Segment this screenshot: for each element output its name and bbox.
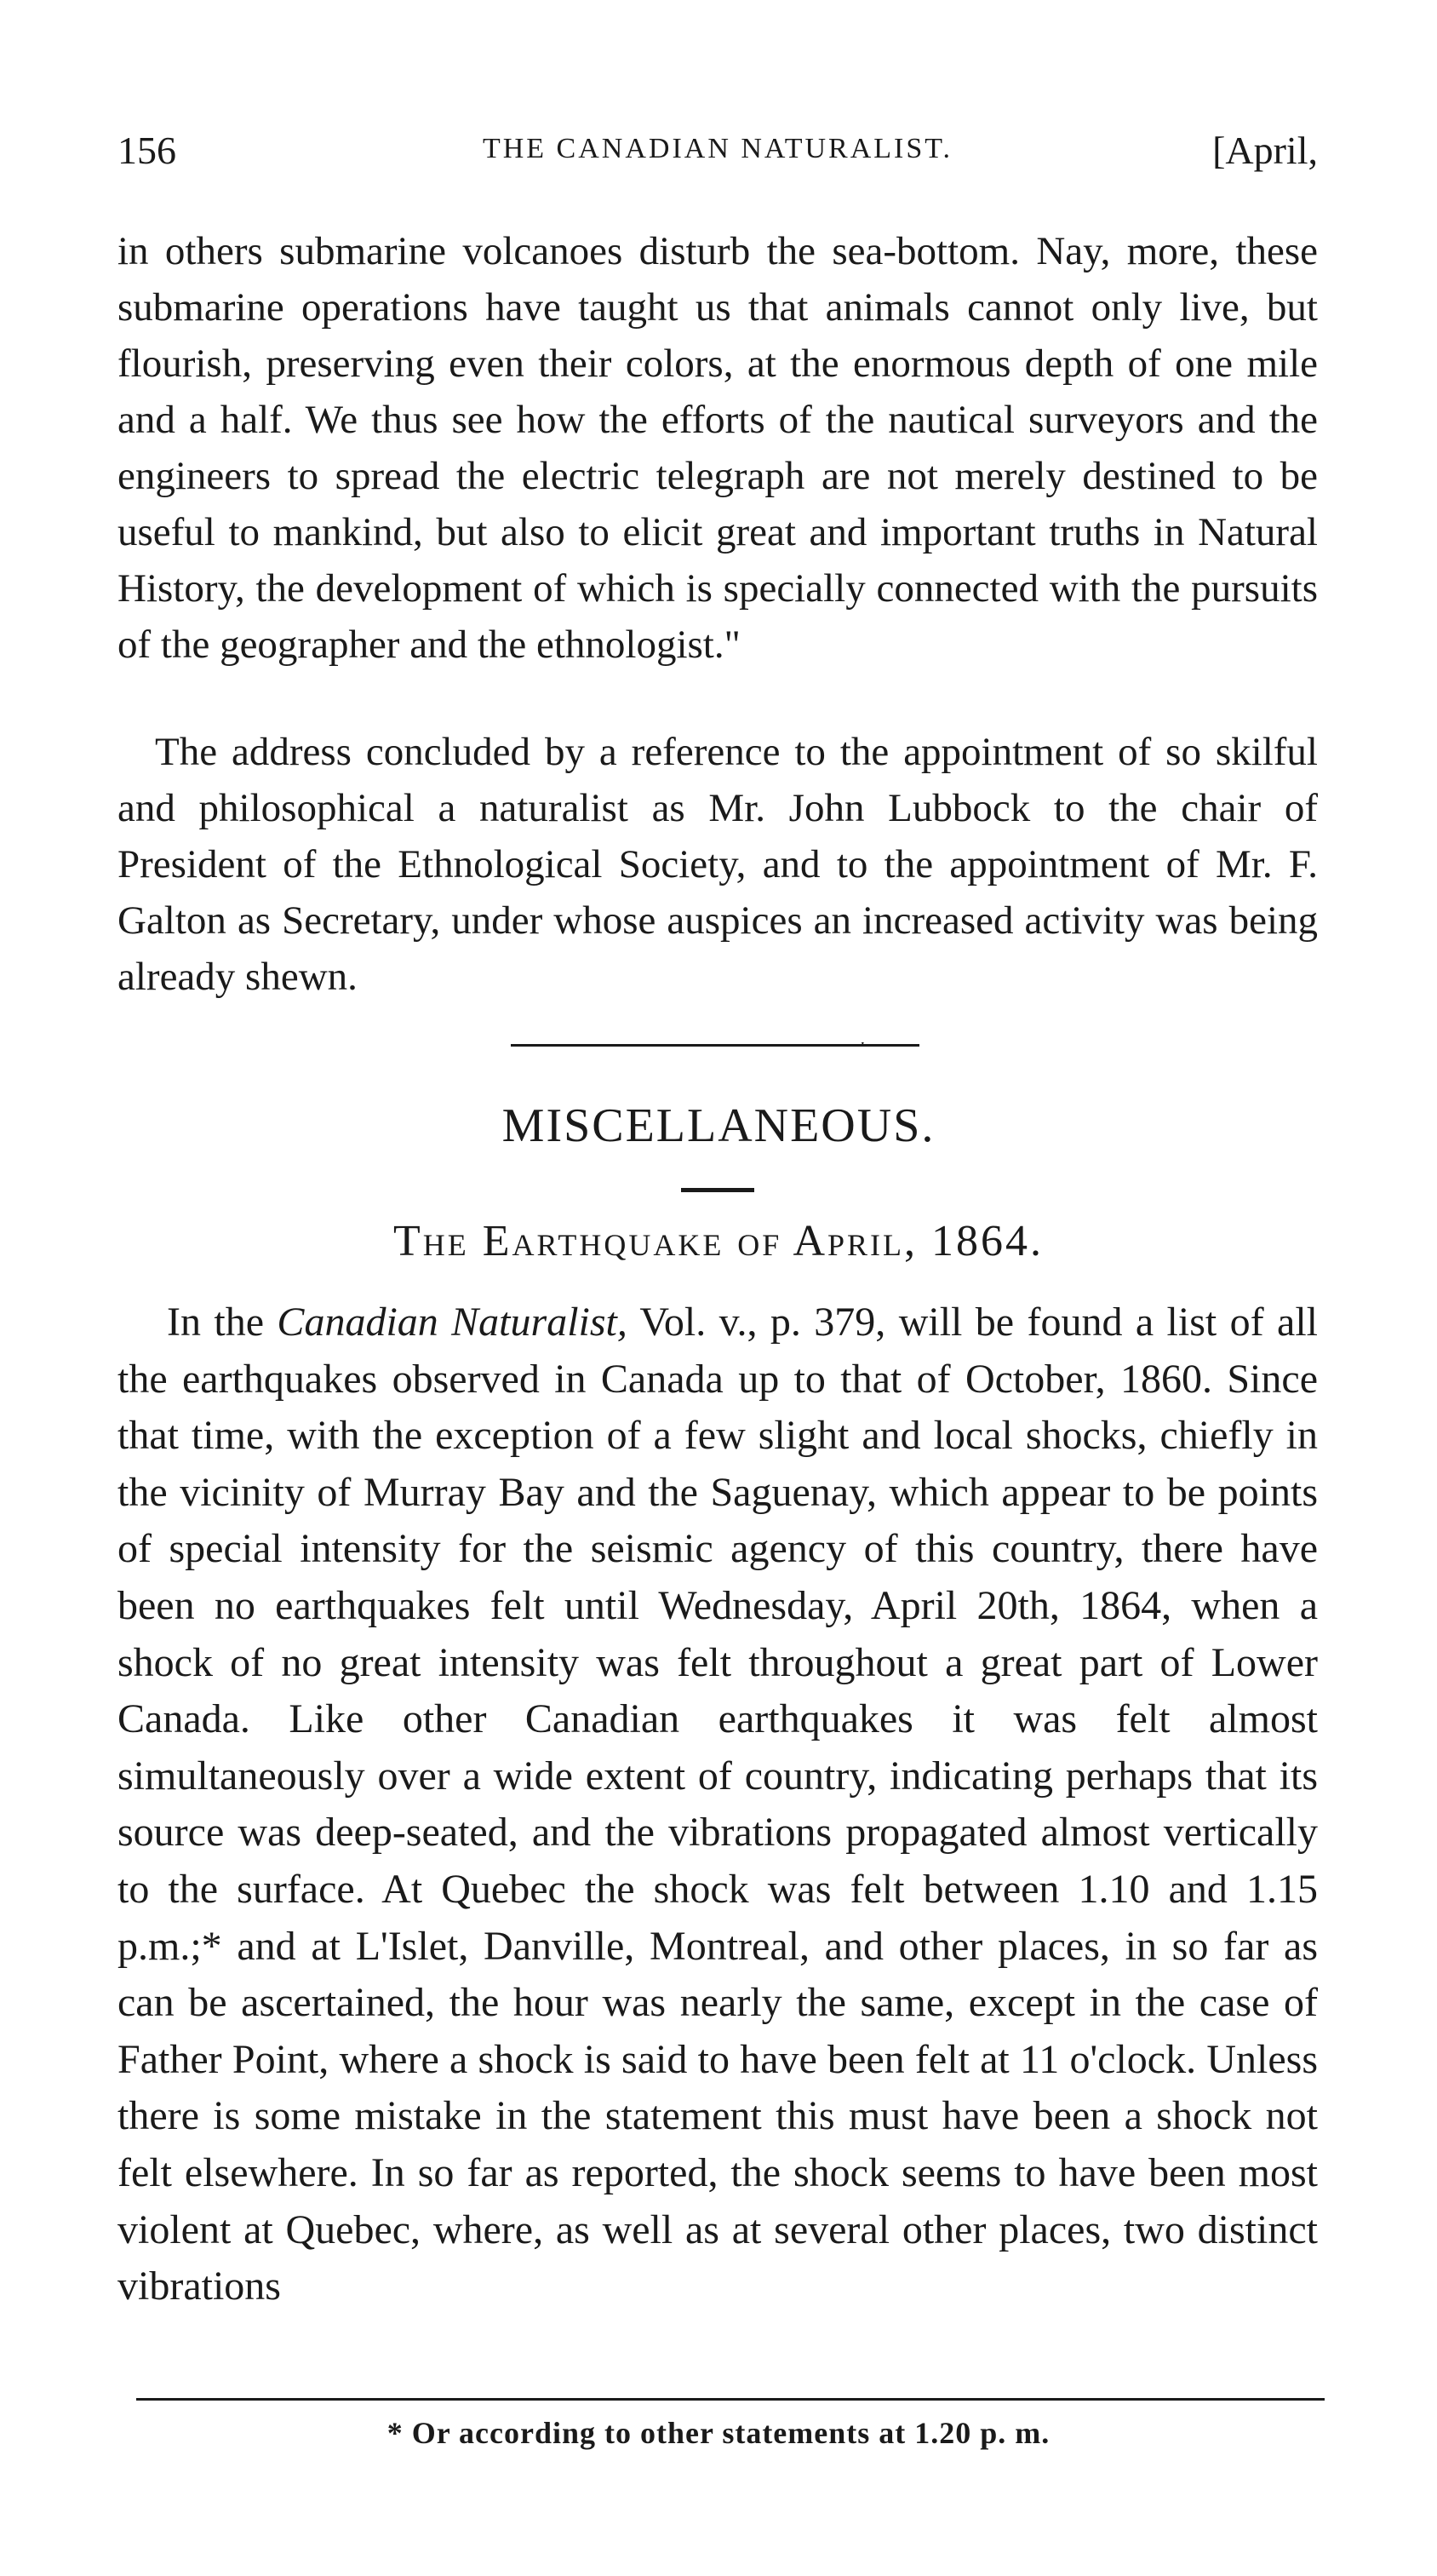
page-number: 156	[117, 129, 176, 172]
section-divider-rule	[511, 1044, 919, 1047]
paragraph-address-conclusion: The address concluded by a reference to the appointment of so skilful and philosophical a naturalist as Mr. John Lubbock to the chair of President of the Ethnological Society, and to the appointment of Mr. F. Galton as Secretary, under whose auspices an increased activity was being already shewn.	[117, 730, 1318, 999]
paragraph-address-quote: in others submarine volcanoes disturb the sea-bottom. Nay, more, these submarine operations have taught us that animals cannot only live, but flourish, preserving even their colors, at the enormous depth of one mile and a half. We thus see how the efforts of the nautical surveyors and the engineers to spread the electric telegraph are not merely destined to be useful to mankind, but also to elicit great and important truths in Natural History, the development of which is specially connected with the pursuits of the geographer and the ethnologist."	[117, 229, 1318, 667]
section-heading: MISCELLANEOUS.	[501, 1099, 936, 1152]
journal-citation: Canadian Naturalist,	[277, 1299, 627, 1345]
article-body: Vol. v., p. 379, will be found a list of all the earthquakes observed in Canada up to that of October, 1860. Since that time, with the exception of a few slight and local shocks, chiefly in the vicinity of Murray Bay and the Saguenay, which appear to be points of special intensity for the seismic agency of this country, there have been no earthquakes felt until Wednesday, April 20th, 1864, when a shock of no great intensity was felt throughout a great part of Lower Canada. Like other Canadian earthquakes it was felt almost simultaneously over a wide extent of country, indicating perhaps that its source was deep-seated, and the vibrations propagated almost vertically to the surface. At Quebec the shock was felt between 1.10 and 1.15 p.m.;* and at L'Islet, Danville, Montreal, and other places, in so far as can be ascertained, the hour was nearly the same, except in the case of Father Point, where a shock is said to have been felt at 11 o'clock. Unless there is some mistake in the statement this must have been a shock not felt elsewhere. In so far as reported, the shock seems to have been most violent at Quebec, where, as well as at several other places, two distinct vibrations	[117, 1299, 1318, 2309]
footnote: * Or according to other statements at 1.20 p. m.	[386, 2416, 1051, 2450]
running-head	[117, 128, 1318, 187]
divider-ornament: ˑ	[860, 1035, 866, 1057]
issue-month: [April,	[1212, 129, 1318, 172]
paragraph-earthquake-article	[117, 1294, 1318, 2315]
heading-short-rule	[681, 1188, 754, 1192]
article-lead: In the	[167, 1299, 278, 1345]
footnote-rule	[136, 2398, 1325, 2401]
journal-title: THE CANADIAN NATURALIST.	[482, 133, 953, 164]
article-title: The Earthquake of April, 1864.	[392, 1217, 1045, 1265]
